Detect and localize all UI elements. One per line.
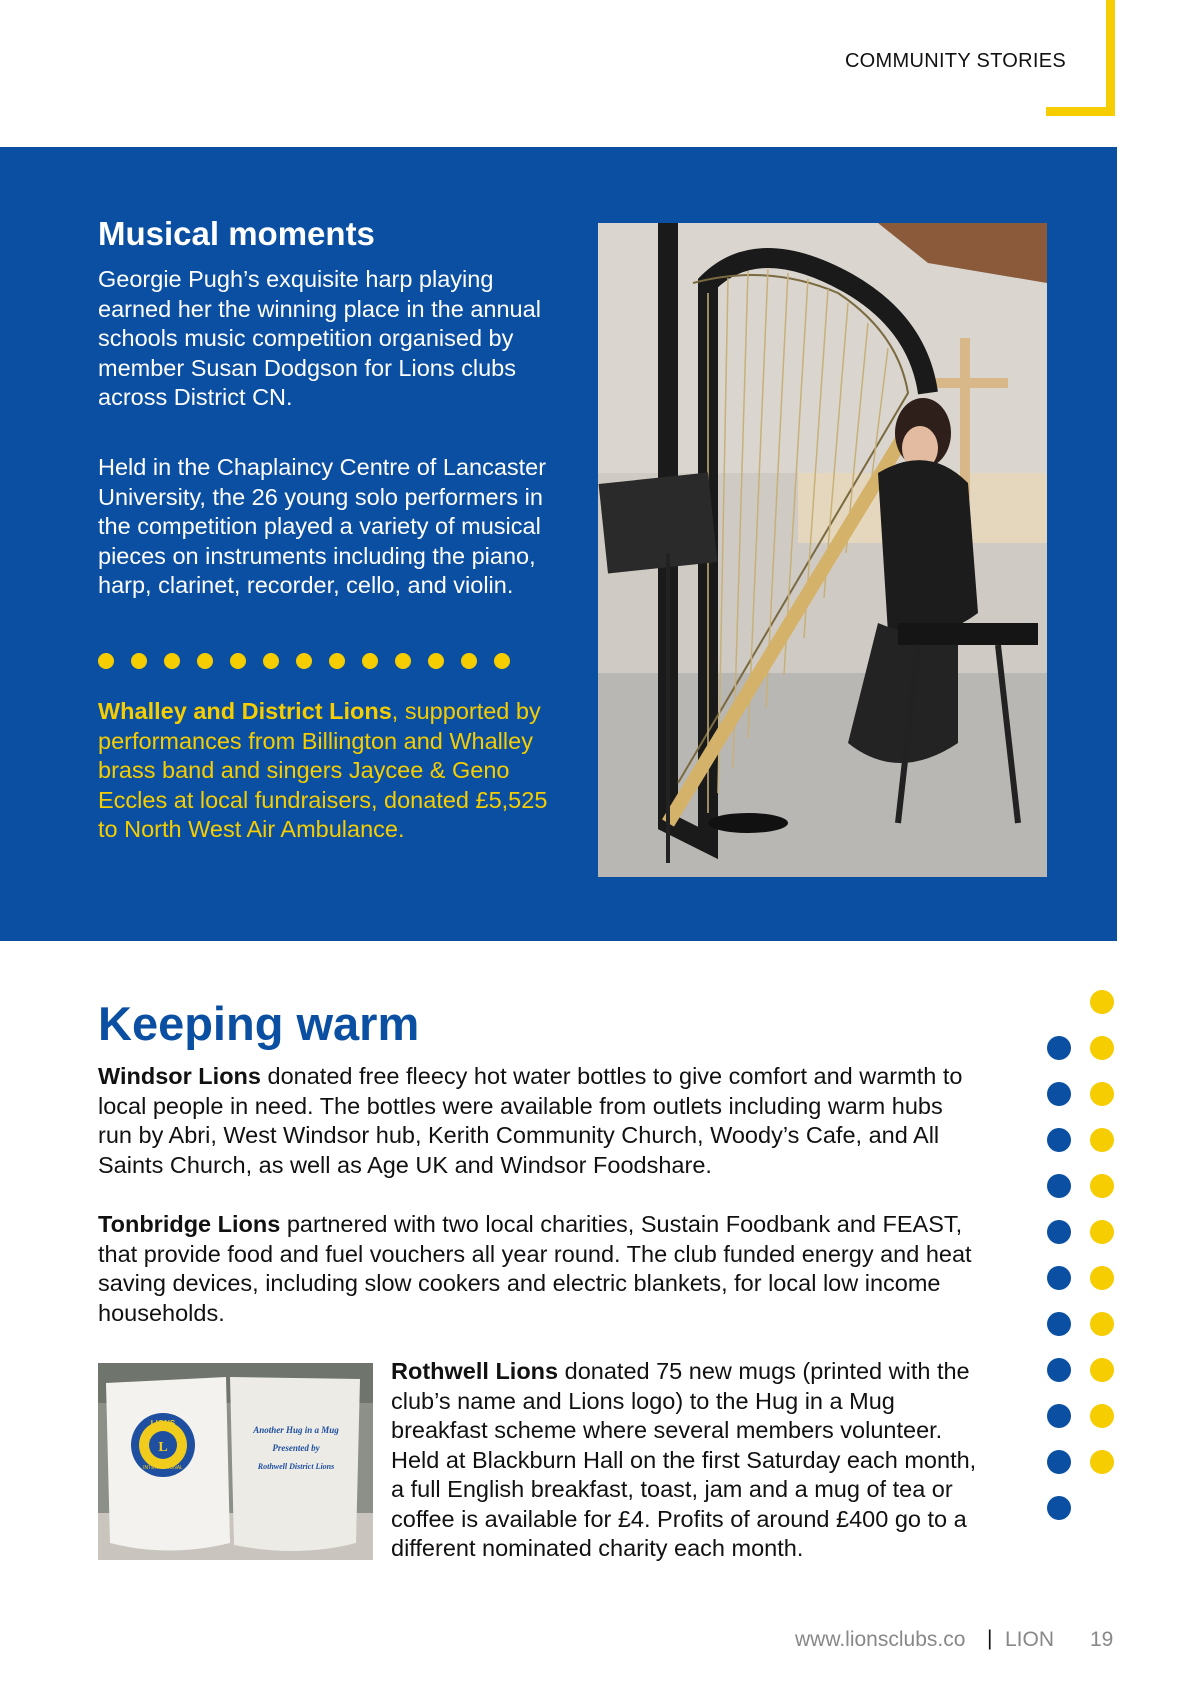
musical-moments-title: Musical moments [98,215,375,252]
mug-text-line-1: Another Hug in a Mug [253,1425,339,1435]
keeping-warm-title: Keeping warm [98,997,420,1050]
mug-logo-bottom-text: INTERNATIONAL [143,1465,183,1471]
whalley-paragraph [98,697,558,845]
harp-player-photo [598,223,1047,877]
windsor-text: donated free fleecy hot water bottles to give comfort and warmth to local people in need. The bottles were available from outlets including warm hubs run by Abri, West Windsor hub, Kerith Community Church, Woody’s Cafe, and All Saints Church, as well as Age UK and Windsor Foodshare. [98,1063,963,1178]
mug-text-line-2: Presented by [272,1443,320,1453]
rothwell-text: donated 75 new mugs (printed with the club’s name and Lions logo) to the Hug in a Mug breakfast scheme where several members volunteer. Held at Blackburn Hall on the first Saturday each month, a full English breakfast, toast, jam and a mug of tea or coffee is available for £4. Profits of around £400 go to a different nominated charity each month. [391,1358,977,1561]
section-label: COMMUNITY STORIES [844,50,1066,72]
corner-accent-horizontal [1046,107,1115,116]
tonbridge-club-name: Tonbridge Lions [98,1211,281,1237]
whalley-text: , supported by performances from Billington and Whalley brass band and singers Jaycee & Geno Eccles at local fundraisers, donated £5,525 to North West Air Ambulance. [98,698,548,842]
dotted-divider [98,653,518,669]
decorative-dot-columns [1040,990,1120,1520]
windsor-club-name: Windsor Lions [98,1063,261,1089]
rothwell-mugs-photo [98,1363,373,1560]
mug-text-line-3: Rothwell District Lions [257,1462,335,1471]
mug-logo-top-text: LIONS [150,1419,176,1428]
rothwell-club-name: Rothwell Lions [391,1358,559,1384]
whalley-club-name: Whalley and District Lions [98,698,392,724]
page-number: 19 [1090,1628,1114,1651]
rothwell-paragraph [391,1357,981,1564]
footer-website-link[interactable]: www.lionsclubs.co [795,1628,966,1651]
musical-paragraph-1: Georgie Pugh’s exquisite harp playing earned her the winning place in the annual schools music competition organised by member Susan Dodgson for Lions clubs across District CN. [98,266,541,410]
musical-paragraph-2: Held in the Chaplaincy Centre of Lancaster University, the 26 young solo performers in the competition played a variety of musical pieces on instruments including the piano, harp, clarinet, recorder, cello, and violin. [98,454,547,598]
footer-brand: LION [1005,1628,1055,1651]
mug-logo-letter: L [158,1440,168,1455]
windsor-paragraph [98,1062,978,1180]
footer-separator: | [987,1627,993,1650]
corner-accent-vertical [1106,0,1115,116]
tonbridge-text: partnered with two local charities, Sustain Foodbank and FEAST, that provide food and fuel vouchers all year round. The club funded energy and heat saving devices, including slow cookers and electric blankets, for local low income households. [98,1211,972,1326]
tonbridge-paragraph [98,1210,978,1328]
